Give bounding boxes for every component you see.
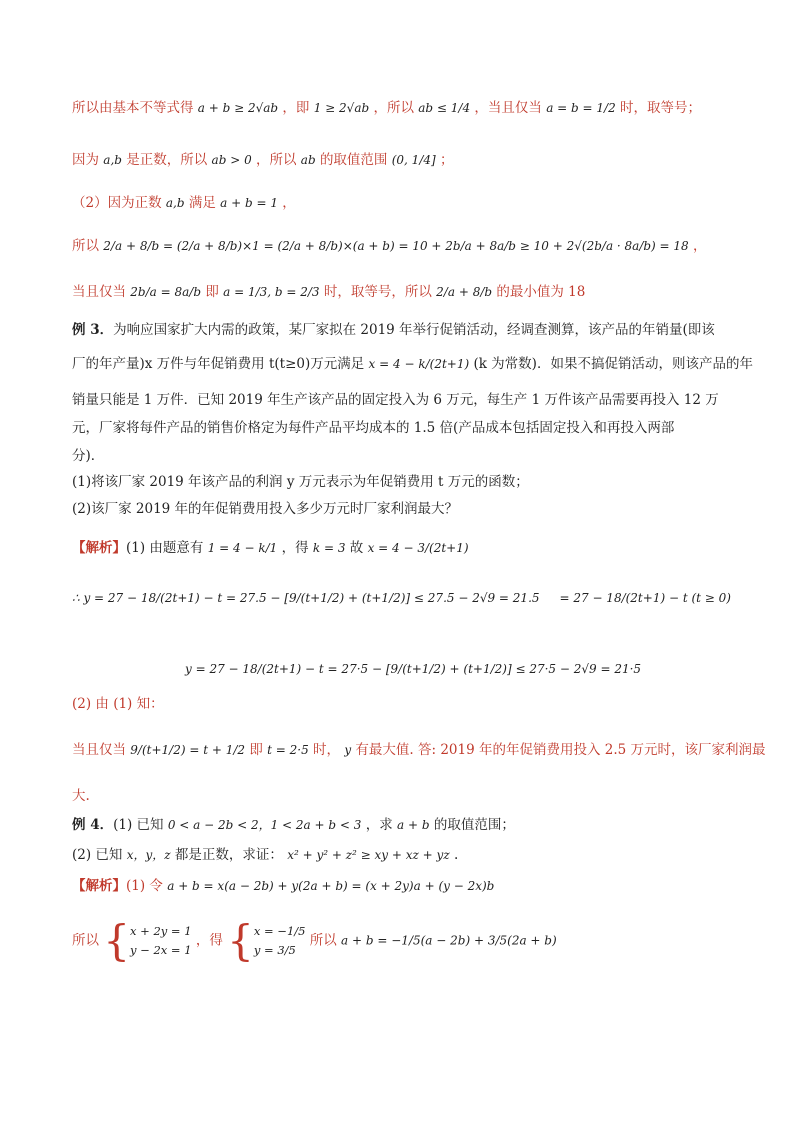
formula: a + b = 1 [220, 196, 278, 210]
equation: y − 2x = 1 [130, 943, 192, 957]
text: 时， [313, 742, 341, 758]
text: 时，取等号，所以 [323, 284, 432, 300]
formula: x = 4 − k/(2t+1) [368, 357, 470, 371]
formula: a + b = −1/5(a − 2b) + 3/5(2a + b) [341, 933, 557, 948]
left-brace-icon: { [103, 916, 131, 965]
left-brace-icon: { [227, 916, 254, 965]
solution-3-line-5 [72, 740, 766, 760]
equation: x = −1/5 [253, 924, 306, 938]
example-4-line-2 [72, 845, 458, 865]
formula: 1 ≥ 2√ab [313, 101, 370, 115]
text: 即 [205, 284, 219, 300]
equation-system [130, 922, 192, 960]
formula: ∴ y = 27 − 18/(2t+1) − t = 27.5 − [9/(t+1/2) + (t+1/2)] ≤ 27.5 − 2√9 = 21.5 [72, 591, 540, 605]
text: ，当且仅当 [474, 100, 542, 116]
text: 当且仅当 [72, 742, 126, 758]
formula: (0, 1/4] [391, 153, 436, 167]
formula: 0 < a − 2b < 2，1 < 2a + b < 3 [167, 818, 362, 832]
example-3-line-5 [72, 446, 104, 466]
text: （2）因为正数 [72, 195, 162, 211]
example-label: 例 3． [72, 322, 114, 338]
example-4-line-1 [72, 815, 515, 835]
formula: k = 3 [312, 541, 346, 555]
text: (k 为常数)．如果不搞促销活动，则该产品的年 [473, 356, 753, 372]
solution-4-line-1 [72, 876, 494, 896]
text: 大. [72, 788, 90, 804]
text: ， [693, 238, 707, 254]
text: ，得 [281, 540, 309, 556]
solution-4-line-2 [72, 916, 557, 965]
formula: a + b = x(a − 2b) + y(2a + b) = (x + 2y)a + (y − 2x)b [167, 879, 495, 893]
text: 是正数，所以 [126, 152, 208, 168]
text: 为响应国家扩大内需的政策，某厂家拟在 2019 年举行促销活动，经调查测算，该产品的年销量(即该 [113, 322, 715, 338]
line-1 [72, 98, 701, 118]
example-3-question-2 [72, 499, 458, 519]
solution-3-line-4 [72, 694, 164, 714]
line-4 [72, 236, 707, 256]
text: (1) 由题意有 [126, 540, 204, 556]
text: ，求 [365, 817, 393, 833]
line-2 [72, 150, 453, 170]
formula: x，y，z [126, 848, 171, 862]
solution-label: 【解析】 [72, 878, 126, 894]
formula: ab ≤ 1/4 [418, 101, 471, 115]
text: (1)将该厂家 2019 年该产品的利润 y 万元表示为年促销费用 t 万元的函数； [72, 474, 529, 490]
text: 有最大值. 答: 2019 年的年促销费用投入 2.5 万元时，该厂家利润最 [355, 742, 766, 758]
text: ，得 [195, 932, 223, 949]
text: 时，取等号； [620, 100, 701, 116]
example-label: 例 4． [72, 817, 114, 833]
text: 即 [249, 742, 263, 758]
solution-3-display-formula [185, 662, 641, 677]
text: . [453, 847, 459, 863]
formula: a + b ≥ 2√ab [197, 101, 279, 115]
formula: y = 27 − 18/(2t+1) − t = 27·5 − [9/(t+1/2) + (t+1/2)] ≤ 27·5 − 2√9 = 21·5 [185, 662, 642, 676]
formula: 2b/a = 8a/b [130, 285, 202, 299]
text: 都是正数，求证： [174, 847, 283, 863]
text: ，所以 [373, 100, 414, 116]
text: 所以由基本不等式得 [72, 100, 194, 116]
solution-3-line-2 [72, 588, 731, 608]
text: ； [439, 152, 454, 168]
formula: a,b [103, 153, 122, 167]
formula: 2/a + 8/b = (2/a + 8/b)×1 = (2/a + 8/b)×(a + b) = 10 + 2b/a + 8a/b ≥ 10 + 2√(2b/a · 8a/b) = 18 [103, 239, 689, 253]
text: ，所以 [256, 152, 297, 168]
text: 厂的年产量)x 万件与年促销费用 t(t≥0)万元满足 [72, 356, 365, 372]
formula: a,b [165, 196, 185, 210]
text: (2)该厂家 2019 年的年促销费用投入多少万元时厂家利润最大？ [72, 501, 459, 517]
text: 所以 [72, 238, 99, 254]
formula: 2/a + 8/b [436, 285, 493, 299]
formula: 9/(t+1/2) = t + 1/2 [130, 743, 246, 757]
formula: ab [300, 153, 316, 167]
text: 满足 [188, 195, 216, 211]
text: 故 [349, 540, 364, 556]
formula: x² + y² + z² ≥ xy + xz + yz [287, 848, 450, 862]
text: 因为 [72, 152, 99, 168]
equation: y = 3/5 [253, 943, 296, 957]
formula: ab > 0 [211, 153, 252, 167]
text: 的取值范围 [319, 152, 388, 168]
text: 分)． [72, 448, 105, 464]
equation: x + 2y = 1 [130, 924, 192, 938]
text: 的取值范围； [433, 817, 515, 833]
text: ，即 [282, 100, 310, 116]
text: 所以 [309, 932, 337, 949]
formula: = 27 − 18/(2t+1) − t (t ≥ 0) [559, 591, 731, 605]
solution-3-line-6 [72, 786, 90, 806]
text: (2) 由 (1) 知： [72, 696, 164, 712]
text: (1) 已知 [113, 817, 164, 833]
text: 所以 [72, 932, 99, 949]
formula: y [344, 743, 352, 757]
line-5 [72, 282, 585, 302]
formula: 1 = 4 − k/1 [207, 541, 278, 555]
text: 销量只能是 1 万件．已知 2019 年生产该产品的固定投入为 6 万元，每生产 1 万件该产品需要再投入 12 万 [72, 392, 719, 408]
formula: a = 1/3, b = 2/3 [223, 285, 320, 299]
text: (2) 已知 [72, 847, 123, 863]
text: 的最小值为 18 [496, 284, 586, 300]
example-3-line-3 [72, 390, 719, 410]
text: 当且仅当 [72, 284, 126, 300]
example-3-question-1 [72, 472, 529, 492]
formula: a = b = 1/2 [546, 101, 616, 115]
text: ， [282, 195, 296, 211]
example-3-line-1 [72, 320, 715, 340]
solution-system [254, 922, 306, 960]
formula: x = 4 − 3/(2t+1) [367, 541, 469, 555]
example-3-line-2 [72, 354, 753, 374]
formula: a + b [397, 818, 430, 832]
formula: t = 2·5 [267, 743, 309, 757]
text: 元，厂家将每件产品的销售价格定为每件产品平均成本的 1.5 倍(产品成本包括固定投入和再投入两部 [72, 420, 675, 436]
solution-3-line-1 [72, 538, 469, 558]
example-3-line-4 [72, 418, 674, 438]
text: (1) 令 [126, 878, 163, 894]
line-3 [72, 193, 296, 213]
solution-label: 【解析】 [72, 540, 126, 556]
